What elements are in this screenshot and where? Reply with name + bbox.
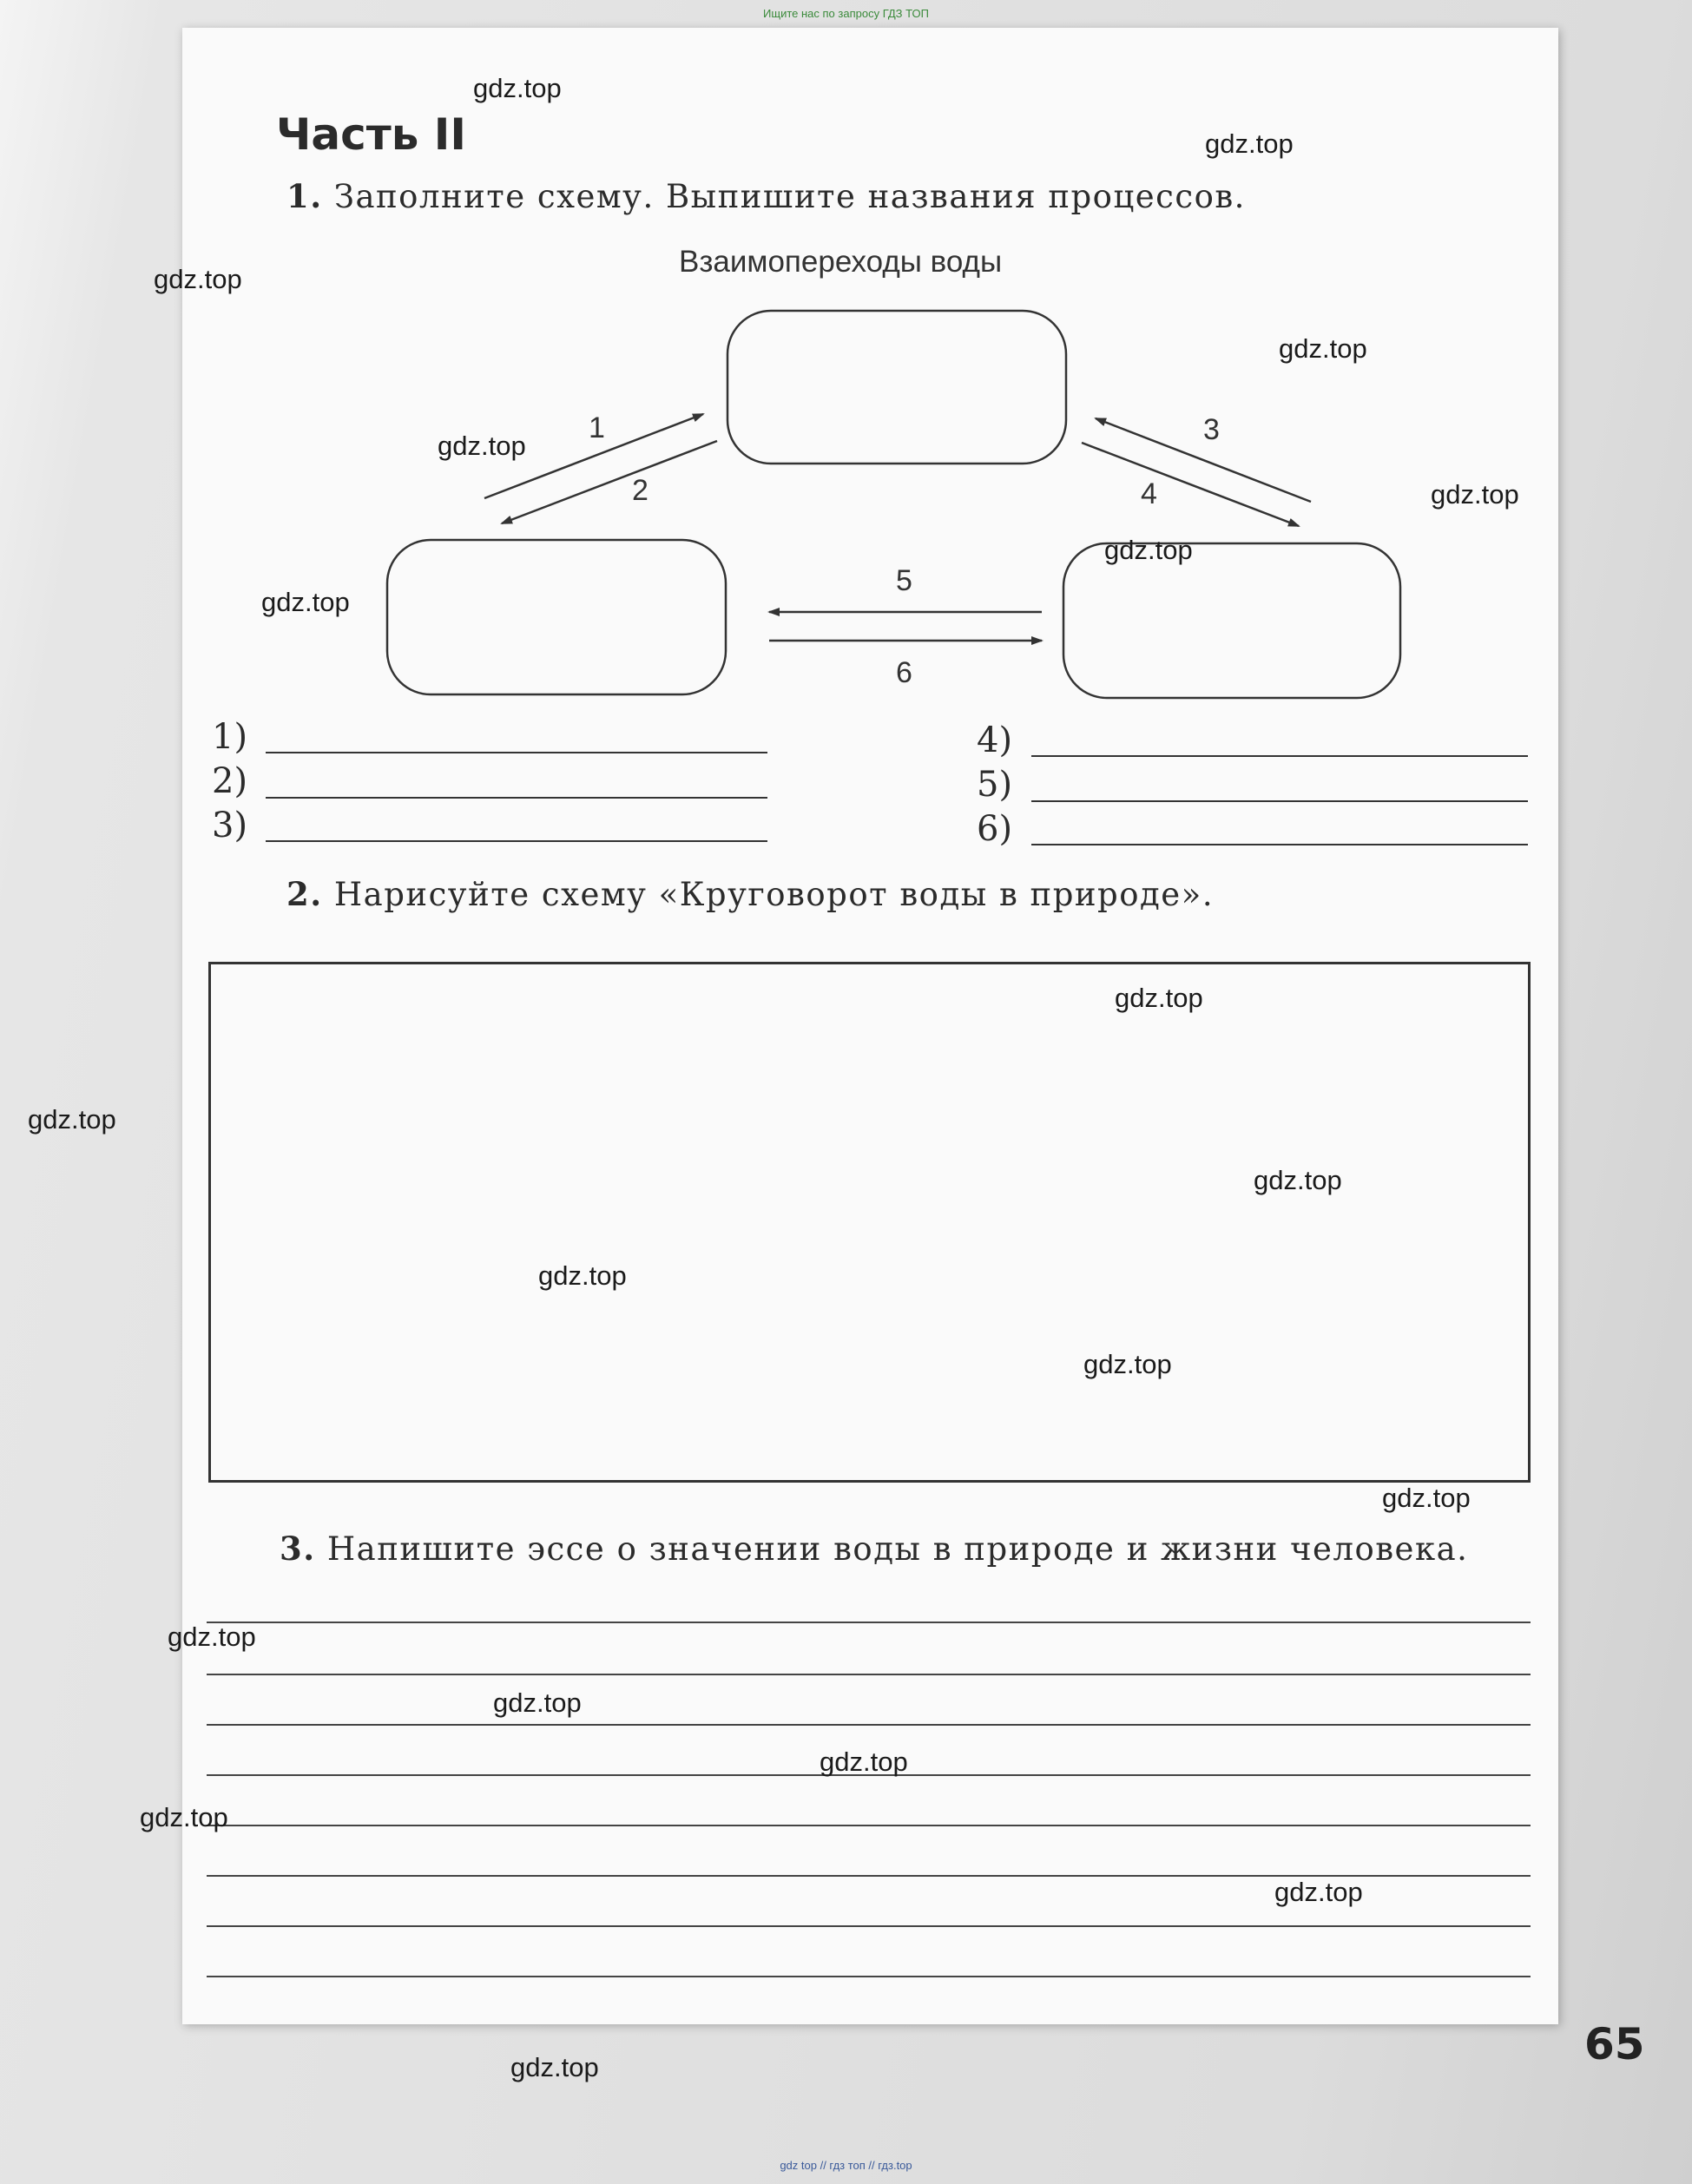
answer-line-5[interactable]: [1031, 800, 1528, 802]
essay-line[interactable]: [207, 1622, 1531, 1623]
arrow-label-1: 1: [589, 411, 605, 444]
watermark: gdz.top: [473, 73, 562, 103]
watermark: gdz.top: [493, 1687, 582, 1718]
answer-label-4: 4): [977, 720, 1013, 760]
watermark: gdz.top: [510, 2052, 599, 2082]
answer-line-3[interactable]: [266, 840, 767, 842]
answer-label-5: 5): [977, 765, 1013, 805]
state-box-top[interactable]: [727, 311, 1066, 464]
watermark: gdz.top: [1431, 479, 1519, 510]
watermark: gdz.top: [1083, 1349, 1172, 1379]
arrow-label-6: 6: [896, 656, 912, 689]
part-title: Часть II: [276, 109, 466, 160]
task-1-text: Заполните схему. Выпишите названия процессов.: [333, 178, 1246, 215]
answer-line-4[interactable]: [1031, 755, 1528, 757]
watermark: gdz.top: [28, 1104, 116, 1135]
page-number: 65: [1584, 2019, 1645, 2069]
arrow-label-5: 5: [896, 564, 912, 597]
task-2-number: 2.: [286, 875, 323, 913]
watermark: gdz.top: [538, 1260, 627, 1291]
watermark: gdz.top: [168, 1622, 256, 1652]
task-3-number: 3.: [280, 1529, 316, 1568]
watermark: gdz.top: [1274, 1877, 1363, 1907]
watermark: gdz.top: [1279, 333, 1367, 364]
watermark: gdz.top: [1115, 983, 1203, 1013]
essay-line[interactable]: [207, 1976, 1531, 1977]
answer-label-1: 1): [212, 717, 248, 757]
task-1-number: 1.: [286, 177, 323, 215]
essay-line[interactable]: [207, 1825, 1531, 1826]
essay-line[interactable]: [207, 1925, 1531, 1927]
watermark: gdz.top: [1205, 128, 1294, 159]
answer-line-6[interactable]: [1031, 844, 1528, 845]
state-box-left[interactable]: [387, 540, 726, 694]
essay-line[interactable]: [207, 1724, 1531, 1726]
footer-note: gdz top // гдз топ // гдз.top: [780, 2159, 912, 2172]
answer-label-2: 2): [212, 761, 248, 801]
watermark: gdz.top: [154, 264, 242, 294]
answer-label-6: 6): [977, 809, 1013, 849]
watermark: gdz.top: [438, 431, 526, 461]
watermark: gdz.top: [1254, 1165, 1342, 1195]
answer-line-1[interactable]: [266, 752, 767, 753]
arrow-2: [502, 441, 717, 523]
answer-line-2[interactable]: [266, 797, 767, 799]
task-2: [286, 875, 1214, 913]
watermark: gdz.top: [1104, 535, 1193, 565]
header-note: Ищите нас по запросу ГДЗ ТОП: [763, 7, 929, 20]
watermark: gdz.top: [261, 587, 350, 617]
state-box-right[interactable]: [1063, 543, 1400, 698]
drawing-area[interactable]: [208, 962, 1531, 1483]
task-3: [280, 1529, 1468, 1568]
watermark: gdz.top: [1382, 1483, 1471, 1513]
task-3-text: Напишите эссе о значении воды в природе и жизни человека.: [326, 1530, 1469, 1568]
essay-line[interactable]: [207, 1674, 1531, 1675]
arrow-label-4: 4: [1141, 477, 1157, 510]
watermark: gdz.top: [140, 1802, 228, 1832]
task-2-text: Нарисуйте схему «Круговорот воды в природе».: [333, 876, 1215, 913]
answer-label-3: 3): [212, 806, 248, 845]
diagram-title: Взаимопереходы воды: [679, 245, 1003, 279]
arrow-label-2: 2: [632, 474, 648, 507]
watermark: gdz.top: [820, 1747, 908, 1777]
arrow-label-3: 3: [1203, 413, 1220, 446]
